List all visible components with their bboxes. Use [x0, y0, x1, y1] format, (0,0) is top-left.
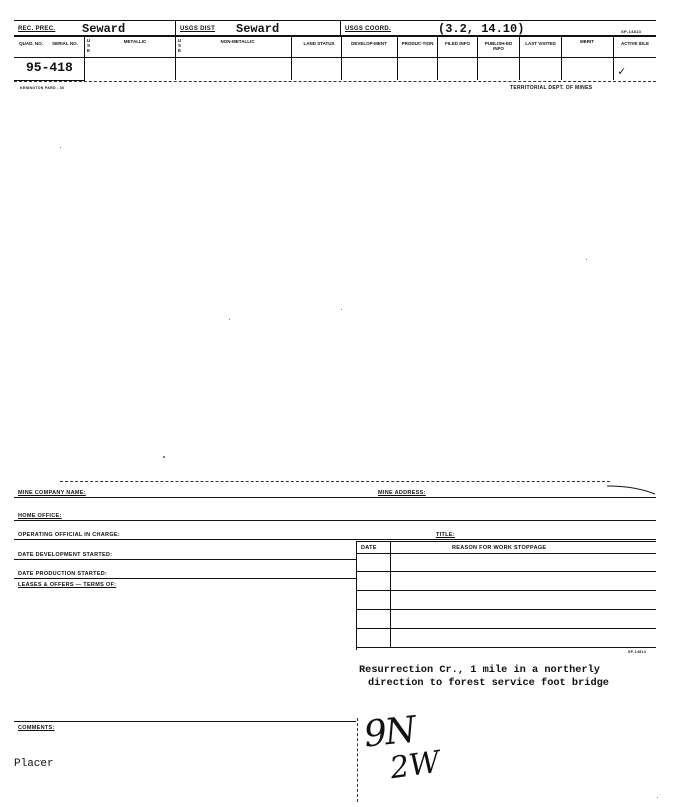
scan-speck	[586, 259, 587, 260]
col-divider-merit	[561, 36, 562, 80]
active-idle-mark: ✓	[618, 65, 626, 79]
col-divider-pub	[477, 36, 478, 80]
scan-speck	[163, 456, 165, 458]
mine-company-name-label: MINE COMPANY NAME:	[18, 490, 86, 496]
usgs-dist-value: Seward	[236, 22, 280, 36]
usgs-dist-label: USGS DIST	[180, 26, 216, 32]
lower-top-curve	[605, 484, 657, 496]
scan-speck	[229, 319, 230, 320]
date-prod-rule	[14, 578, 356, 579]
form-number-bottom: SP-14814	[628, 650, 646, 654]
col-filed-info: FILED INFO	[445, 41, 470, 46]
usgs-coord-label: USGS COORD.	[345, 26, 391, 32]
scan-speck	[341, 309, 342, 310]
handwritten-line2: 2W	[387, 744, 443, 787]
record-bottom-dashed-rule	[14, 81, 656, 82]
scan-speck	[60, 147, 61, 148]
home-office-rule	[14, 520, 656, 521]
col-serial-no: SERIAL NO.	[52, 41, 78, 46]
col-published-info: PUBLISH-ED INFO	[484, 41, 513, 51]
col-land-status: LAND STATUS	[303, 41, 335, 46]
col-divider-filed	[437, 36, 438, 80]
stoppage-row-1	[356, 553, 656, 554]
col-use-a: U S E	[86, 38, 91, 53]
usgs-coord-value: (3.2, 14.10)	[438, 22, 525, 36]
rec-prec-value: Seward	[82, 22, 126, 36]
stoppage-row-2	[356, 571, 656, 572]
stoppage-row-4	[356, 609, 656, 610]
col-divider-last	[519, 36, 520, 80]
col-last-visited: LAST VISITED	[525, 41, 556, 46]
col-development: DEVELOP-MENT	[351, 41, 387, 46]
col-merit: MERIT	[580, 39, 594, 44]
comments-value: Placer	[14, 758, 54, 770]
col-production: PRODUC-TION	[401, 41, 434, 46]
stoppage-date-header: DATE	[361, 545, 377, 551]
territorial-dept: TERRITORIAL DEPT. OF MINES	[510, 85, 593, 91]
location-text-line2: direction to forest service foot bridge	[368, 677, 609, 689]
mine-address-label: MINE ADDRESS:	[378, 490, 426, 496]
rec-prec-label: REC. PREC.	[18, 26, 56, 32]
quad-serial-value: 95-418	[26, 60, 73, 75]
comments-label: COMMENTS:	[18, 725, 55, 731]
operating-official-label: OPERATING OFFICIAL IN CHARGE:	[18, 532, 120, 538]
stoppage-table-left	[356, 541, 357, 650]
stoppage-table-top	[356, 541, 656, 542]
home-office-label: HOME OFFICE:	[18, 513, 62, 519]
header-divider-2	[340, 20, 341, 35]
form-number-top: SP-14813	[621, 29, 642, 34]
col-divider-land	[291, 36, 292, 80]
col-active-idle: ACTIVE IDLE	[620, 41, 649, 46]
lower-top-dashed-rule	[60, 481, 610, 482]
date-dev-rule	[14, 559, 356, 560]
col-divider-active	[613, 36, 614, 80]
mine-company-rule	[14, 497, 656, 498]
col-non-metallic: NON-METALLIC	[220, 39, 255, 44]
date-production-started-label: DATE PRODUCTION STARTED:	[18, 571, 108, 577]
stoppage-reason-header: REASON FOR WORK STOPPAGE	[452, 545, 547, 551]
stoppage-row-3	[356, 590, 656, 591]
col-divider-serial	[84, 36, 85, 80]
header-top-rule	[14, 20, 656, 21]
stoppage-row-5	[356, 628, 656, 629]
date-development-started-label: DATE DEVELOPMENT STARTED:	[18, 552, 113, 558]
leases-offers-label: LEASES & OFFERS — TERMS OF:	[18, 582, 117, 588]
comments-vertical-divider	[357, 718, 358, 802]
operating-official-rule	[14, 539, 656, 540]
scan-speck	[657, 797, 658, 798]
header-divider-1	[175, 20, 176, 35]
stoppage-table-divider	[390, 541, 391, 648]
title-label: TITLE:	[436, 532, 455, 538]
col-divider-prod	[397, 36, 398, 80]
columns-bottom-rule	[14, 57, 656, 58]
col-quad-no: QUAD. NO.	[19, 41, 43, 46]
col-divider-dev	[341, 36, 342, 80]
handwritten-line1: 9N	[361, 709, 417, 756]
location-text-line1: Resurrection Cr., 1 mile in a northerly	[359, 664, 600, 676]
col-use-b: U S E	[177, 38, 182, 53]
col-divider-metallic	[175, 36, 176, 80]
comments-top-rule	[14, 721, 356, 722]
col-metallic: METALLIC	[123, 39, 147, 44]
stoppage-row-6	[356, 647, 656, 648]
printer-imprint: KENINGTON PARD - 30	[20, 86, 65, 90]
